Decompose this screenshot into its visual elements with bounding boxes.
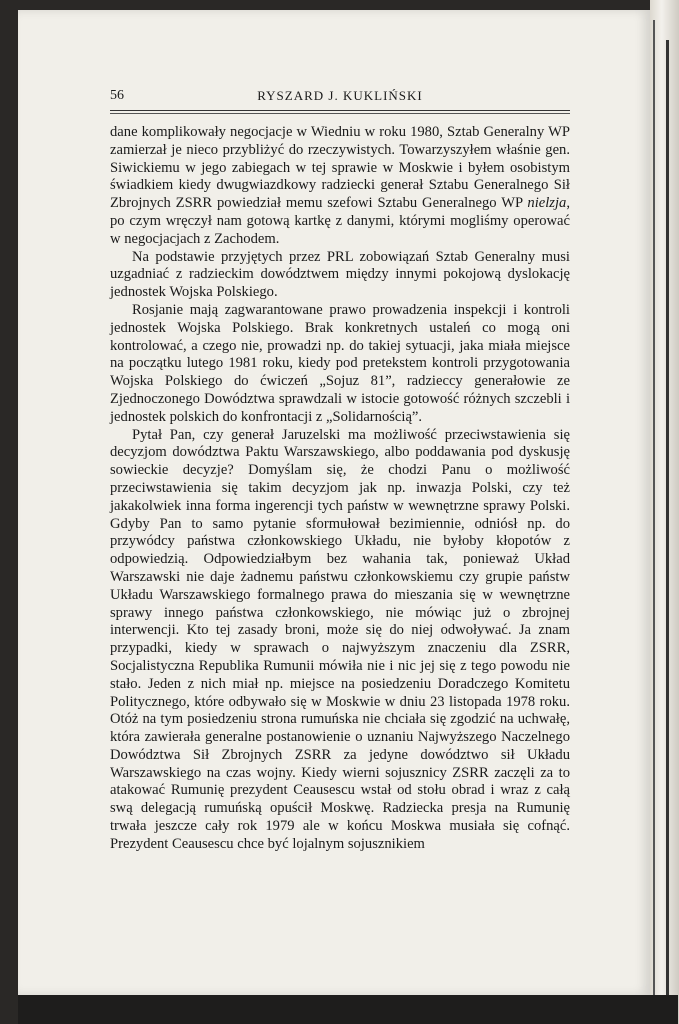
running-head: RYSZARD J. KUKLIŃSKI <box>257 88 423 103</box>
page-header <box>110 88 570 108</box>
paragraph: Pytał Pan, czy generał Jaruzelski ma możliwość przeciwstawienia się decyzjom dowództwa Paktu Warszawskiego, albo poddawania pod dyskusję sowieckie decyzje? Domyślam się, że chodzi Panu o możliwość przeciwstawienia się takim decyzjom jak np. inwazja Polski, czy też jakakolwiek inna forma ingerencji tych państw w wewnętrzne sprawy Polski. Gdyby Pan to samo pytanie sformułował bezimiennie, odniósł np. do przywódcy państwa członkowskiego Układu, nie byłoby kłopotów z odpowiedzią. Odpowiedziałbym bez wahania tak, ponieważ Układ Warszawski nie daje żadnemu państwu członkowskiemu czy grupie państw Układu Warszawskiego formalnego prawa do mieszania się w wewnętrzne sprawy innego państwa członkowskiego, nie mówiąc już o zbrojnej interwencji. Kto tej zasady broni, może się do niej odwoływać. Ja znam przypadki, kiedy w sprawach o najwyższym znaczeniu dla ZSRR, Socjalistyczna Republika Rumunii mówiła nie i nic jej się z tego powodu nie stało. Jeden z nich miał np. miejsce na posiedzeniu Doradczego Komitetu Politycznego, które odbywało się w Moskwie w dniu 23 listopada 1978 roku. Otóż na tym posiedzeniu strona rumuńska nie chciała się zgodzić na uchwałę, która zawierała generalne postanowienie o uznaniu Najwyższego Naczelnego Dowództwa Sił Zbrojnych ZSRR za jedyne dowództwo sił Układu Warszawskiego na czas wojny. Kiedy wierni sojusznicy ZSRR zaczęli za to atakować Rumunię prezydent Ceausescu wstał od stołu obrad i wraz z całą swą delegacją rumuńską opuścił Moskwę. Radziecka presja na Rumunię trwała jeszcze cały rok 1979 ale w końcu Moskwa musiała się cofnąć. Prezydent Ceausescu chce być lojalnym sojusznikiem <box>110 426 570 852</box>
body-text <box>110 124 570 854</box>
paragraph: dane komplikowały negocjacje w Wiedniu w roku 1980, Sztab Generalny WP zamierzał je nieco przybliżyć do rzeczywistych. Towarzyszyłem właśnie gen. Siwickiemu w jego zabiegach w tej sprawie w Moskwie i byłem osobistym świadkiem kiedy dwugwiazdkowy radziecki generał Sztabu Generalnego Sił Zbrojnych ZSRR powiedział memu szefowi Sztabu Generalnego WP nielzja, po czym wręczył nam gotową kartkę z danymi, którymi mogliśmy operować w negocjacjach z Zachodem. <box>110 124 570 247</box>
spine-edge-line <box>653 20 655 1000</box>
header-rule <box>110 110 570 111</box>
paragraph: Na podstawie przyjętych przez PRL zobowiązań Sztab Generalny musi uzgadniać z radzieckim dowództwem między innymi pokojową dyslokację jednostek Wojska Polskiego. <box>110 248 570 301</box>
paragraph: Rosjanie mają zagwarantowane prawo prowadzenia inspekcji i kontroli jednostek Wojska Polskiego. Brak konkretnych ustaleń co mogą oni kontrolować, a czego nie, prowadzi np. do takiej sytuacji, jaka miała miejsce na początku lutego 1981 roku, kiedy pod pretekstem kontroli przygotowania Wojska Polskiego do ćwiczeń „Sojuz 81”, radzieccy generałowie ze Zjednoczonego Dowództwa sprawdzali w istocie gotowość różnych szczebli i jednostek polskich do konfrontacji z „Solidarnością”. <box>110 301 570 425</box>
spine-edge-line-outer <box>666 40 669 1000</box>
page-number: 56 <box>110 88 124 103</box>
header-rule-second <box>110 113 570 114</box>
scan-background-bottom <box>18 995 678 1024</box>
